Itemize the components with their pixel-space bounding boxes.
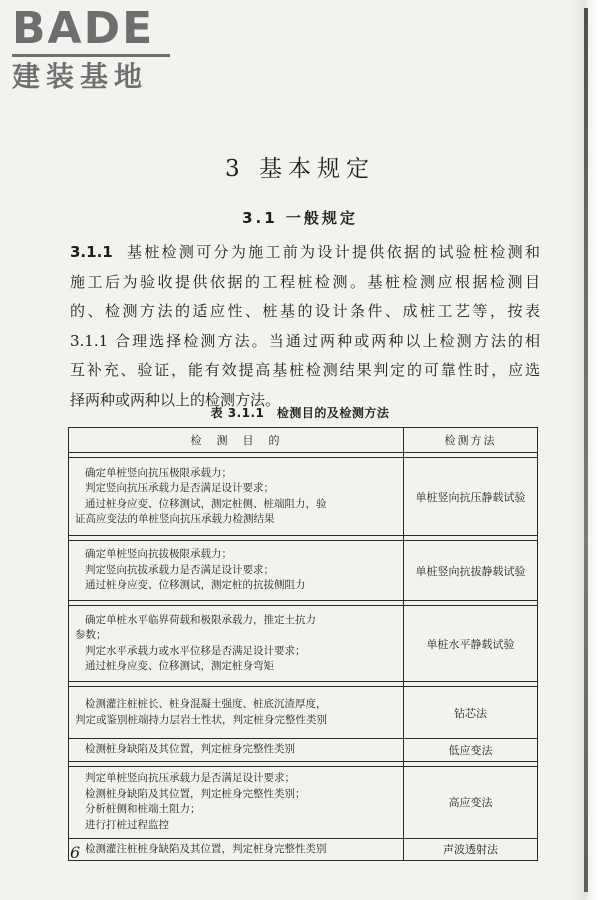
purpose-line: 检测灌注桩桩身缺陷及其位置，判定桩身完整性类别	[85, 842, 327, 855]
purpose-cell	[69, 739, 404, 762]
purpose-line: 通过桩身应变、位移测试，测定桩身弯矩	[85, 660, 274, 672]
method-cell: 单桩水平静载试验	[404, 606, 538, 682]
logo	[12, 3, 177, 93]
header-purpose: 检 测 目 的	[69, 428, 404, 453]
method-cell: 声波透射法	[404, 838, 538, 861]
purpose-line: 判定或鉴别桩端持力层岩土性状，判定桩身完整性类别	[75, 713, 327, 726]
table-row	[69, 687, 538, 739]
section-title: 3.1 一般规定	[242, 209, 358, 227]
method-cell: 钻芯法	[404, 687, 538, 739]
purpose-cell	[69, 458, 404, 536]
method-cell: 高应变法	[404, 766, 538, 838]
logo-brand: BADE	[12, 3, 155, 54]
purpose-line: 判定竖向抗压承载力是否满足设计要求；	[85, 482, 274, 494]
clause-paragraph	[70, 238, 540, 415]
chapter-title: 3 基本规定	[225, 156, 375, 182]
method-cell: 低应变法	[404, 739, 538, 762]
clause-number: 3.1.1	[70, 243, 113, 261]
purpose-line: 判定水平承载力或水平位移是否满足设计要求；	[85, 644, 306, 657]
purpose-line: 确定单桩水平临界荷载和极限承载力，推定土抗力	[85, 613, 316, 626]
table-row	[69, 458, 538, 536]
purpose-cell	[69, 541, 404, 601]
purpose-cell	[69, 838, 404, 861]
page-number: 6	[70, 843, 81, 862]
purpose-line: 通过桩身应变、位移测试，测定桩的抗拔侧阻力	[85, 579, 306, 592]
clause-line: 3.1.1 合理选择检测方法。当通过两种或两种以上检测方法的相	[70, 331, 540, 350]
logo-rule	[12, 54, 170, 57]
clause-line	[70, 238, 540, 268]
purpose-line: 参数；	[75, 629, 107, 641]
table-row	[69, 838, 538, 861]
purpose-line: 进行打桩过程监控	[85, 818, 169, 831]
clause-line: 择两种或两种以上的检测方法。	[70, 390, 281, 409]
methods-table	[68, 427, 538, 861]
purpose-line: 判定竖向抗拔承载力是否满足设计要求；	[85, 563, 274, 576]
page-binding-edge	[584, 8, 588, 892]
method-cell: 单桩竖向抗压静载试验	[404, 458, 538, 536]
header-method: 检测方法	[404, 428, 538, 453]
table-row	[69, 739, 538, 762]
clause-line: 施工后为验收提供依据的工程桩检测。基桩检测应根据检测目	[70, 272, 540, 291]
table-header-row	[69, 428, 538, 453]
clause-line: 的、检测方法的适应性、桩基的设计条件、成桩工艺等，按表	[70, 302, 540, 320]
table-row	[69, 541, 538, 601]
purpose-line: 检测灌注桩桩长、桩身混凝土强度、桩底沉渣厚度，	[85, 698, 327, 710]
table-row	[69, 606, 538, 682]
purpose-cell	[69, 606, 404, 682]
purpose-line: 确定单桩竖向抗压极限承载力；	[85, 466, 232, 479]
purpose-line: 通过桩身应变、位移测试，测定桩侧、桩端阻力，验	[85, 497, 327, 510]
table-caption: 表 3.1.1 检测目的及检测方法	[210, 406, 390, 420]
purpose-line: 证高应变法的单桩竖向抗压承载力检测结果	[75, 513, 275, 525]
purpose-line: 分析桩侧和桩端土阻力；	[85, 803, 201, 815]
clause-line: 互补充、验证，能有效提高基桩检测结果判定的可靠性时，应选	[70, 361, 540, 379]
method-cell: 单桩竖向抗拔静载试验	[404, 541, 538, 601]
purpose-cell	[69, 766, 404, 838]
purpose-line: 检测桩身缺陷及其位置，判定桩身完整性类别；	[85, 787, 306, 800]
purpose-line: 判定单桩竖向抗压承载力是否满足设计要求；	[85, 772, 295, 784]
logo-subtitle: 建装基地	[12, 60, 149, 93]
clause-line-text: 基桩检测可分为施工前为设计提供依据的试验桩检测和	[124, 243, 540, 261]
purpose-line: 检测桩身缺陷及其位置，判定桩身完整性类别	[85, 743, 295, 755]
table-row	[69, 766, 538, 838]
purpose-cell	[69, 687, 404, 739]
purpose-line: 确定单桩竖向抗拔极限承载力；	[85, 548, 232, 561]
